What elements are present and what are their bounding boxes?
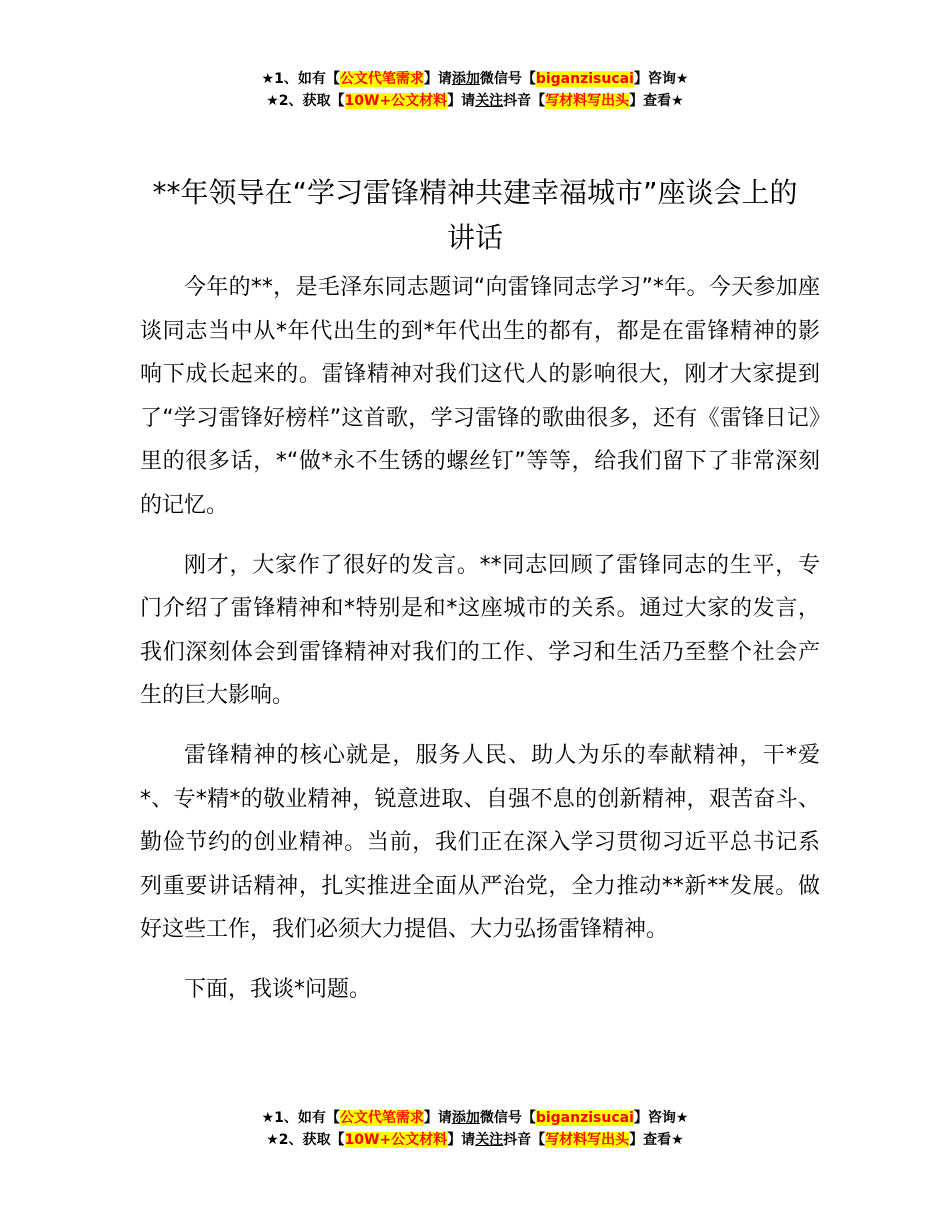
promo-line-2 [0,90,950,112]
promo-douyin-name: 写材料写出头 [545,1132,630,1148]
promo-highlight: 10W+公文材料 [344,1132,448,1148]
promo-text: 微信号【 [479,71,536,87]
paragraph: 刚才，大家作了很好的发言。**同志回顾了雷锋同志的生平，专门介绍了雷锋精神和*特别是和*这座城市的关系。通过大家的发言，我们深刻体会到雷锋精神对我们的工作、学习和生活乃至整个社会产生的巨大影响。 [140,552,820,709]
paragraph: 今年的**，是毛泽东同志题词“向雷锋同志学习”*年。今天参加座谈同志当中从*年代出生的到*年代出生的都有，都是在雷锋精神的影响下成长起来的。雷锋精神对我们这代人的影响很大，刚才大家提到了“学习雷锋好榜样”这首歌，学习雷锋的歌曲很多，还有《雷锋日记》里的很多话，*“做*永不生锈的螺丝钉”等等，给我们留下了非常深刻的记忆。 [140,275,820,518]
document-body [140,266,820,1028]
promo-text: 】查看★ [629,93,684,109]
promo-text: 】请 [423,1110,452,1126]
promo-underline: 添加 [451,71,480,87]
promo-highlight: 公文代笔需求 [339,1110,424,1126]
promo-text: 】请 [447,1132,476,1148]
document-title: **年领导在“学习雷锋精神共建幸福城市”座谈会上的讲话 [152,176,798,254]
promo-underline: 关注 [475,93,504,109]
promo-line-1 [0,1107,950,1129]
promo-line-2 [0,1129,950,1151]
promo-footer [0,1107,950,1151]
promo-text: 微信号【 [479,1110,536,1126]
promo-highlight: 10W+公文材料 [344,93,448,109]
promo-douyin-name: 写材料写出头 [545,93,630,109]
promo-text: ★2、获取【 [266,93,345,109]
promo-text: 】咨询★ [633,71,689,87]
promo-text: ★2、获取【 [266,1132,345,1148]
paragraph: 下面，我谈*问题。 [184,976,372,1002]
promo-highlight: 公文代笔需求 [339,71,424,87]
promo-text: 】查看★ [629,1132,684,1148]
promo-underline: 添加 [451,1110,480,1126]
promo-line-1 [0,68,950,90]
promo-text: ★1、如有【 [261,1110,340,1126]
promo-header [0,68,950,112]
promo-wechat-id: biganzisucai [535,71,634,87]
promo-text: 抖音【 [503,93,546,109]
promo-underline: 关注 [475,1132,504,1148]
promo-text: ★1、如有【 [261,71,340,87]
promo-text: 抖音【 [503,1132,546,1148]
promo-wechat-id: biganzisucai [535,1110,634,1126]
promo-text: 】请 [447,93,476,109]
paragraph: 雷锋精神的核心就是，服务人民、助人为乐的奉献精神，干*爱*、专*精*的敬业精神，锐意进取、自强不息的创新精神，艰苦奋斗、勤俭节约的创业精神。当前，我们正在深入学习贯彻习近平总书记系列重要讲话精神，扎实推进全面从严治党，全力推动**新**发展。做好这些工作，我们必须大力提倡、大力弘扬雷锋精神。 [140,742,820,943]
promo-text: 】咨询★ [633,1110,689,1126]
promo-text: 】请 [423,71,452,87]
